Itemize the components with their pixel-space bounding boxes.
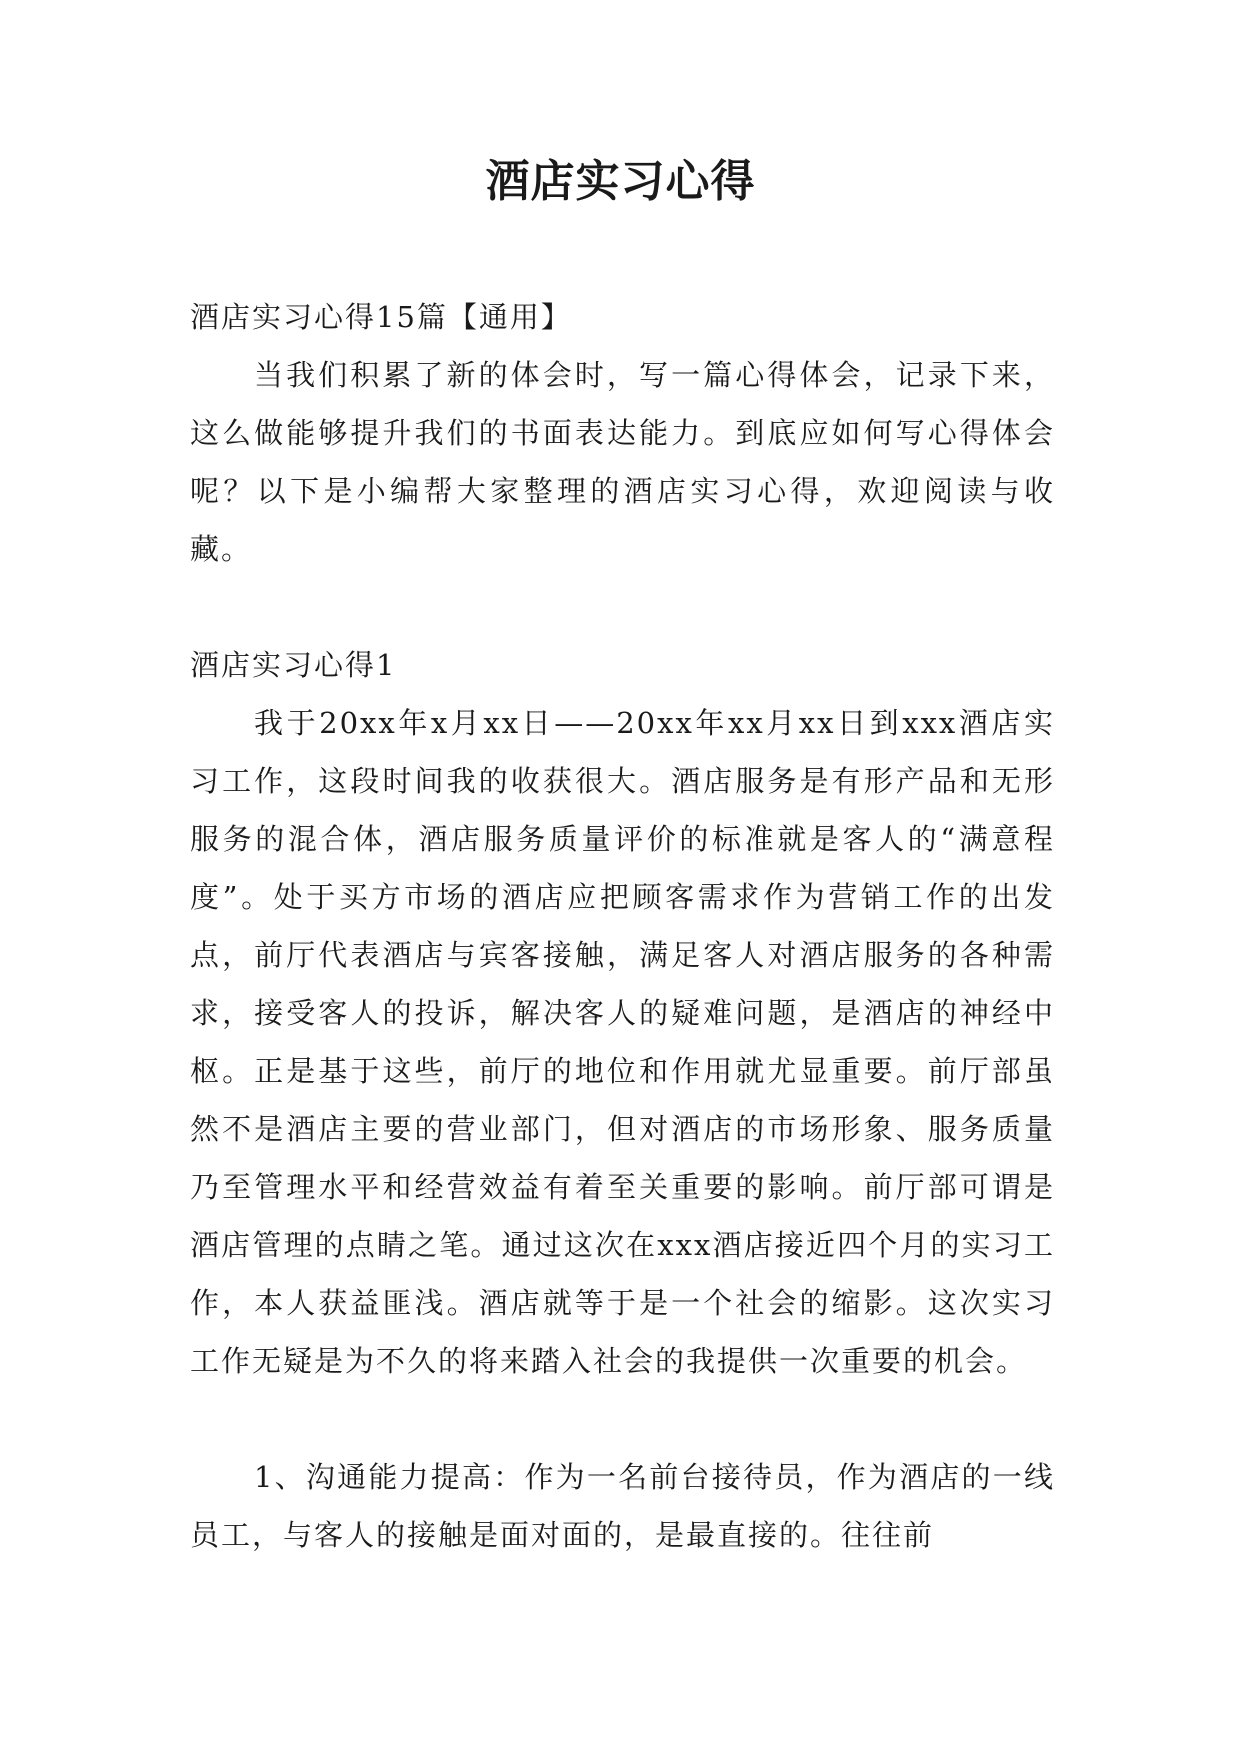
section-heading: 酒店实习心得1 — [190, 648, 397, 682]
intro-paragraph: 当我们积累了新的体会时，写一篇心得体会，记录下来，这么做能够提升我们的书面表达能力。到底应如何写心得体会呢？以下是小编帮大家整理的酒店实习心得，欢迎阅读与收藏。 — [190, 358, 1055, 566]
body-paragraph-2: 1、沟通能力提高：作为一名前台接待员，作为酒店的一线员工，与客人的接触是面对面的，是最直接的。往往前 — [190, 1460, 1055, 1552]
document-title: 酒店实习心得 — [485, 156, 756, 207]
body-paragraph-1: 我于20xx年x月xx日——20xx年xx月xx日到xxx酒店实习工作，这段时间我的收获很大。酒店服务是有形产品和无形服务的混合体，酒店服务质量评价的标准就是客人的“满意程度”。处于买方市场的酒店应把顾客需求作为营销工作的出发点，前厅代表酒店与宾客接触，满足客人对酒店服务的各种需求，接受客人的投诉，解决客人的疑难问题，是酒店的神经中枢。正是基于这些，前厅的地位和作用就尤显重要。前厅部虽然不是酒店主要的营业部门，但对酒店的市场形象、服务质量乃至管理水平和经营效益有着至关重要的影响。前厅部可谓是酒店管理的点睛之笔。通过这次在xxx酒店接近四个月的实习工作，本人获益匪浅。酒店就等于是一个社会的缩影。这次实习工作无疑是为不久的将来踏入社会的我提供一次重要的机会。 — [190, 706, 1055, 1378]
document-subtitle: 酒店实习心得15篇【通用】 — [190, 300, 572, 334]
